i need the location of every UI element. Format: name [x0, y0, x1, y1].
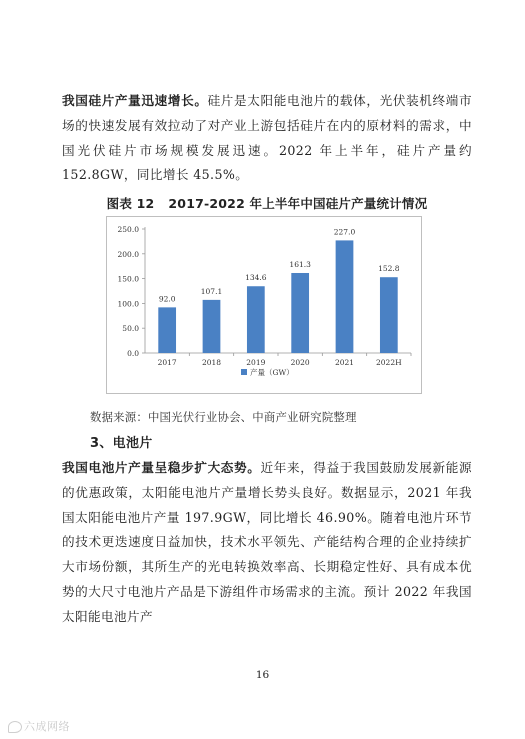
y-tick-label: 100.0 [117, 299, 139, 309]
paragraph-body: 近年来，得益于我国鼓励发展新能源的优惠政策，太阳能电池片产量增长势头良好。数据显示，2021 年我国太阳能电池片产量 197.9GW，同比增长 46.90%。随着电池片环节的技术更迭速度日益加快，技术水平领先、产能结构合理的企业持续扩大市场份额，其所生产的光电转换效率高、长期稳定性好、具有成本优势的大尺寸电池片产品是下游组件市场需求的主流。预计 2022 年我国太阳能电池片产 [62, 460, 472, 624]
y-tick-label: 150.0 [117, 274, 139, 284]
y-tick-label: 250.0 [117, 225, 139, 234]
watermark-logo-icon [8, 721, 22, 733]
x-tick-label: 2020 [290, 358, 310, 367]
paragraph-cells [62, 456, 472, 630]
bar [247, 286, 265, 353]
page-number: 16 [255, 669, 270, 681]
data-source: 数据来源：中国光伏行业协会、中商产业研究院整理 [90, 410, 357, 424]
y-tick-label: 0.0 [127, 349, 139, 358]
bar [291, 273, 309, 353]
x-tick-label: 2017 [157, 358, 177, 367]
y-tick-label: 50.0 [122, 324, 139, 334]
x-tick-label: 2018 [201, 358, 222, 367]
data-label: 227.0 [333, 227, 356, 237]
paragraph-silicon-wafer [62, 89, 472, 188]
section-heading: 3、电池片 [90, 436, 153, 451]
data-label: 134.6 [245, 273, 267, 283]
watermark-text: 六成网络 [24, 720, 70, 733]
x-tick-label: 2019 [246, 358, 266, 367]
chart-svg [107, 217, 421, 393]
x-tick-label: 2021 [334, 358, 355, 367]
figure-title [62, 194, 472, 212]
bar [336, 240, 354, 353]
bar [380, 277, 398, 353]
paragraph-lead: 我国电池片产量呈稳步扩大态势。 [62, 460, 261, 475]
bar-chart [106, 216, 422, 394]
figure-caption: 2017-2022 年上半年中国硅片产量统计情况 [168, 196, 428, 211]
bar [203, 300, 221, 353]
bar [158, 307, 176, 353]
figure-label: 图表 12 [106, 196, 155, 211]
data-label: 92.0 [158, 294, 176, 304]
data-label: 107.1 [200, 286, 223, 296]
paragraph-lead: 我国硅片产量迅速增长。 [62, 93, 208, 108]
legend-label: 产量（GW） [250, 368, 294, 377]
data-label: 152.8 [378, 264, 400, 274]
x-tick-label: 2022H [376, 358, 402, 367]
y-tick-label: 200.0 [117, 249, 139, 259]
watermark [8, 718, 70, 734]
paragraph-body: 硅片是太阳能电池片的载体，光伏装机终端市场的快速发展有效拉动了对产业上游包括硅片在内的原材料的需求，中国光伏硅片市场规模发展迅速。2022 年上半年，硅片产量约 152.8GW，同比增长 45.5%。 [62, 93, 473, 183]
data-label: 161.3 [289, 259, 311, 269]
legend-swatch [241, 369, 247, 375]
